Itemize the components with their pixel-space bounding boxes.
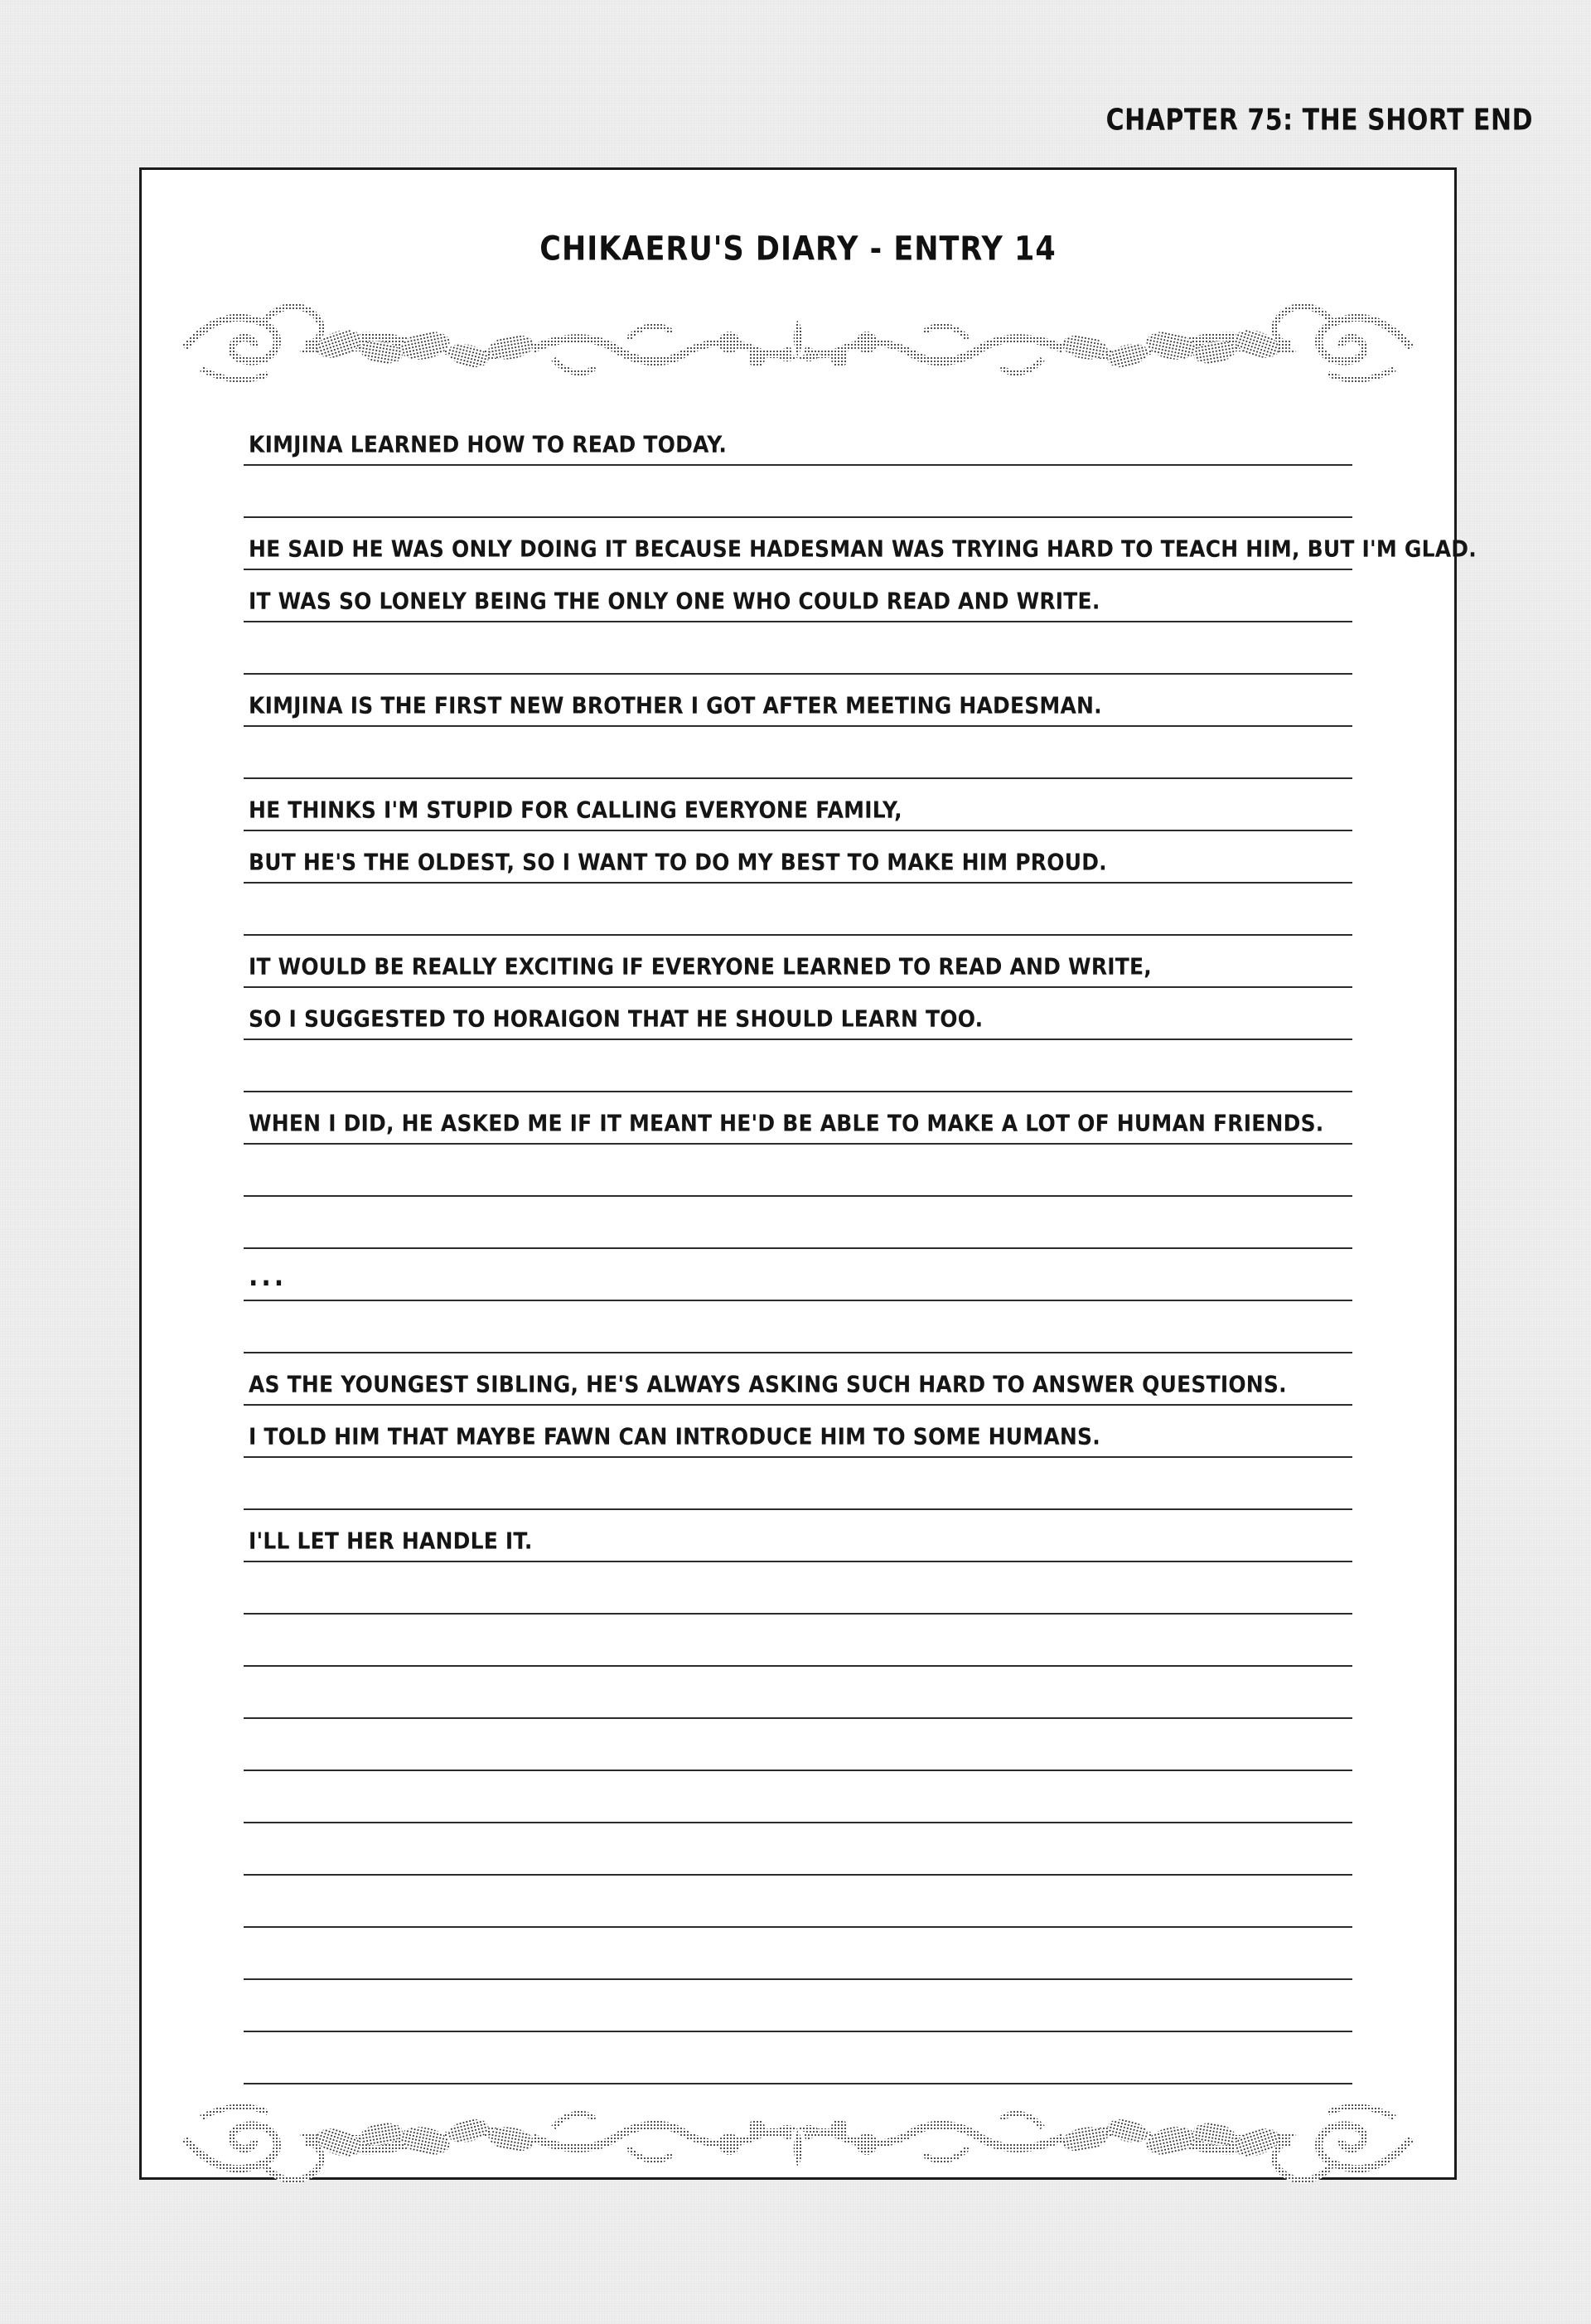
diary-line-text: I TOLD HIM THAT MAYBE FAWN CAN INTRODUCE HIM TO SOME HUMANS. — [249, 1422, 1100, 1450]
diary-line — [244, 622, 1352, 675]
diary-line — [244, 1980, 1352, 2032]
diary-line — [244, 988, 1352, 1040]
diary-line — [244, 1667, 1352, 1719]
floral-divider-ornament-top — [177, 294, 1419, 402]
diary-line — [244, 1092, 1352, 1145]
diary-line — [244, 414, 1352, 466]
diary-line-text: IT WOULD BE REALLY EXCITING IF EVERYONE LEARNED TO READ AND WRITE, — [249, 952, 1152, 980]
diary-line-text: IT WAS SO LONELY BEING THE ONLY ONE WHO COULD READ AND WRITE. — [249, 587, 1100, 614]
diary-line-text: WHEN I DID, HE ASKED ME IF IT MEANT HE'D BE ABLE TO MAKE A LOT OF HUMAN FRIENDS. — [249, 1109, 1324, 1136]
diary-line — [244, 1301, 1352, 1353]
diary-line — [244, 1876, 1352, 1928]
diary-line-text: BUT HE'S THE OLDEST, SO I WANT TO DO MY BEST TO MAKE HIM PROUD. — [249, 848, 1107, 875]
diary-line — [244, 884, 1352, 936]
diary-line — [244, 779, 1352, 831]
diary-panel — [139, 167, 1477, 2180]
diary-line-text: AS THE YOUNGEST SIBLING, HE'S ALWAYS ASKING SUCH HARD TO ANSWER QUESTIONS. — [249, 1370, 1287, 1397]
diary-line — [244, 1249, 1352, 1301]
diary-line — [244, 831, 1352, 884]
diary-line-text: ... — [249, 1260, 288, 1293]
diary-line — [244, 2032, 1352, 2084]
diary-line — [244, 1510, 1352, 1562]
diary-line — [244, 936, 1352, 988]
diary-line — [244, 1771, 1352, 1823]
diary-line — [244, 570, 1352, 622]
diary-line — [244, 1562, 1352, 1615]
diary-line-text: SO I SUGGESTED TO HORAIGON THAT HE SHOULD LEARN TOO. — [249, 1005, 984, 1032]
diary-title: CHIKAERU'S DIARY - ENTRY 14 — [539, 230, 1057, 269]
diary-line — [244, 466, 1352, 518]
diary-line — [244, 1406, 1352, 1458]
diary-line — [244, 1615, 1352, 1667]
diary-line-text: KIMJINA LEARNED HOW TO READ TODAY. — [249, 430, 728, 458]
diary-line — [244, 1145, 1352, 1197]
diary-line — [244, 727, 1352, 779]
diary-line — [244, 1040, 1352, 1092]
diary-line — [244, 1353, 1352, 1406]
diary-line-text: I'LL LET HER HANDLE IT. — [249, 1527, 533, 1554]
diary-line — [244, 1719, 1352, 1771]
chapter-title: CHAPTER 75: THE SHORT END — [1105, 103, 1533, 138]
diary-line-text: HE SAID HE WAS ONLY DOING IT BECAUSE HADESMAN WAS TRYING HARD TO TEACH HIM, BUT I'M GLAD. — [249, 535, 1477, 562]
diary-line — [244, 518, 1477, 570]
diary-line — [244, 1458, 1352, 1510]
diary-line-text: HE THINKS I'M STUPID FOR CALLING EVERYONE FAMILY, — [249, 796, 902, 823]
diary-line — [244, 1928, 1352, 1980]
diary-line — [244, 1197, 1352, 1249]
diary-line — [244, 1823, 1352, 1876]
diary-lines — [244, 414, 1477, 2084]
floral-divider-ornament-bottom — [177, 2084, 1419, 2192]
diary-line-text: KIMJINA IS THE FIRST NEW BROTHER I GOT AFTER MEETING HADESMAN. — [249, 691, 1102, 719]
diary-line — [244, 675, 1352, 727]
